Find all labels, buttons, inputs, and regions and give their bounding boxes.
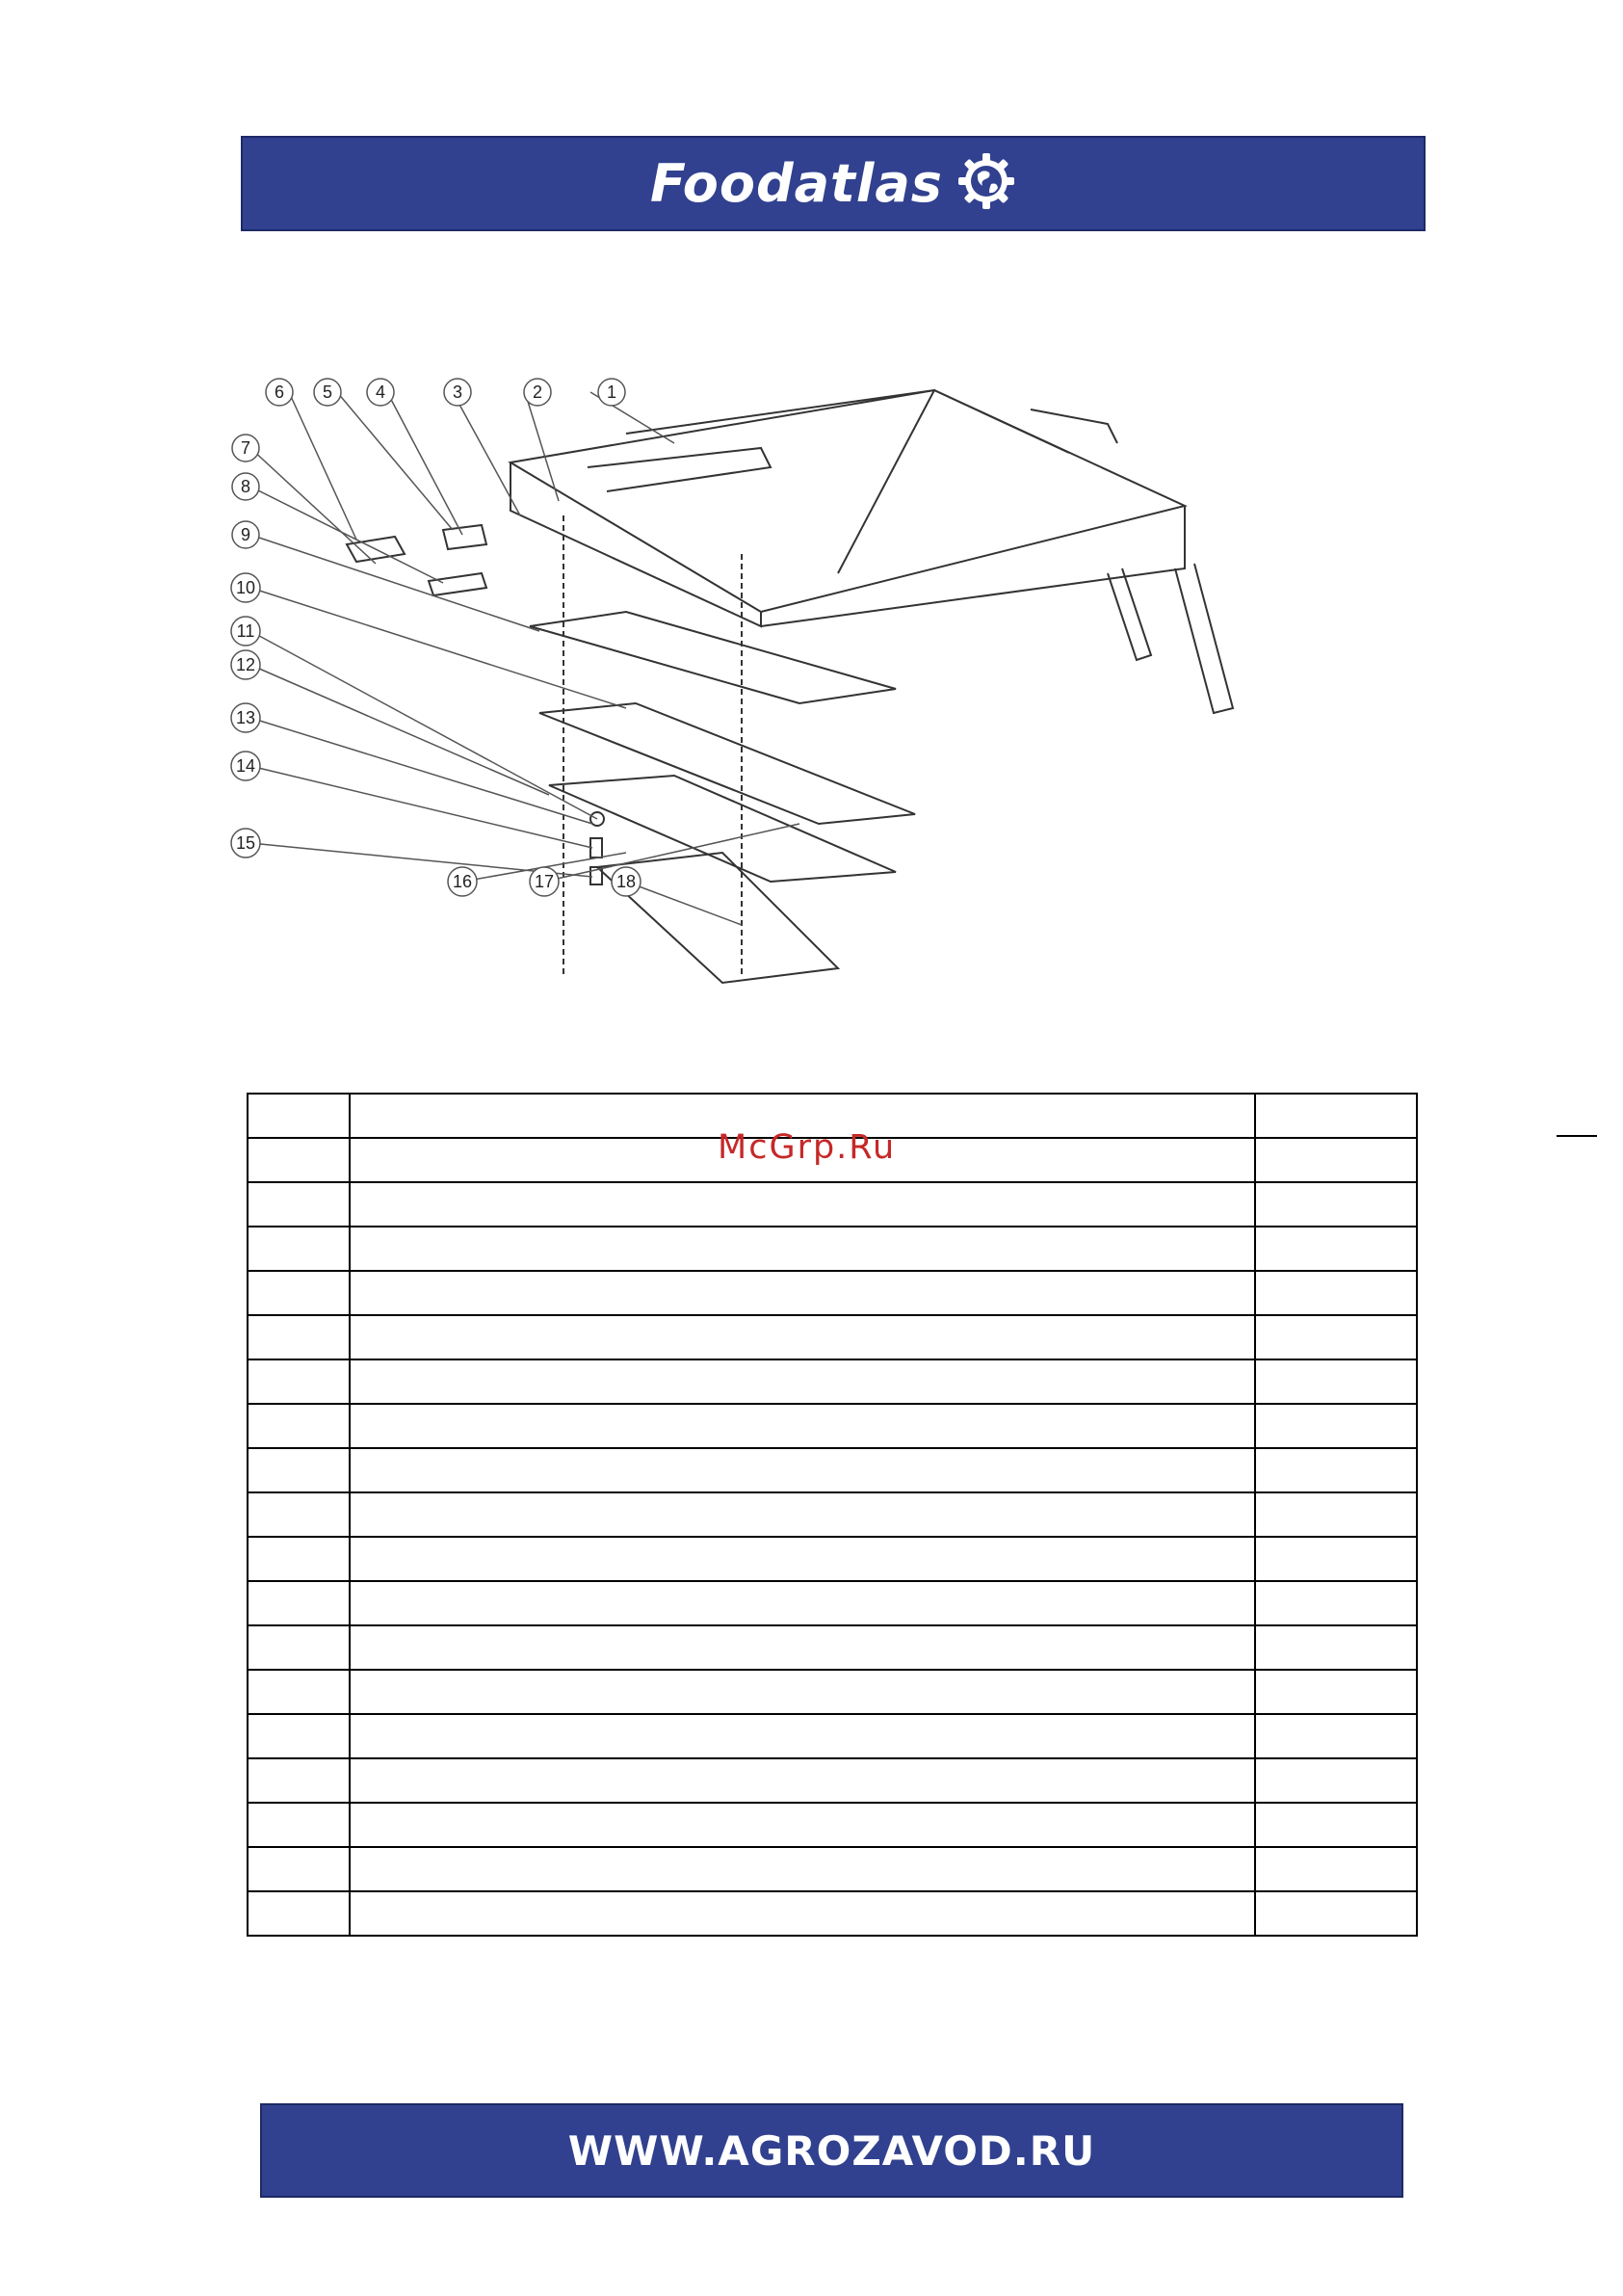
quantity-cell: [1255, 1182, 1417, 1227]
part-name-cell: [350, 1448, 1255, 1492]
callout-17: [530, 867, 559, 896]
part-number-cell: [248, 1847, 350, 1891]
part-name-cell: [350, 1847, 1255, 1891]
callout-6: [266, 379, 293, 406]
callout-13: [231, 703, 260, 732]
part-number-cell: [248, 1714, 350, 1758]
callout-label: 10: [235, 578, 256, 597]
table-row: [248, 1448, 1417, 1492]
callout-label: 15: [235, 833, 256, 853]
callout-label: 8: [240, 477, 251, 496]
brand-name: Foodatlas: [650, 153, 943, 214]
part-name-cell: [350, 1803, 1255, 1847]
part-number-cell: [248, 1271, 350, 1315]
callout-label: 12: [235, 655, 256, 674]
part-number-cell: [248, 1803, 350, 1847]
callout-label: 18: [615, 872, 637, 891]
part-name-cell: [350, 1404, 1255, 1448]
callout-5: [314, 379, 341, 406]
part-number-cell: [248, 1492, 350, 1537]
exploded-parts-diagram: [222, 371, 1348, 1007]
part-number-cell: [248, 1581, 350, 1625]
callout-label: 13: [235, 708, 256, 727]
callout-label: 17: [534, 872, 555, 891]
quantity-cell: [1255, 1581, 1417, 1625]
callout-label: 5: [322, 383, 333, 402]
part-number-cell: [248, 1404, 350, 1448]
table-row: [248, 1227, 1417, 1271]
part-number-cell: [248, 1359, 350, 1404]
table-row: [248, 1847, 1417, 1891]
part-name-cell: [350, 1492, 1255, 1537]
part-number-cell: [248, 1138, 350, 1182]
part-name-cell: [350, 1227, 1255, 1271]
callout-4: [367, 379, 394, 406]
table-row: [248, 1359, 1417, 1404]
part-number-cell: [248, 1758, 350, 1803]
footer-banner: [260, 2103, 1403, 2198]
part-number-cell: [248, 1094, 350, 1138]
callout-11: [231, 617, 260, 646]
part-name-cell: [350, 1182, 1255, 1227]
table-row: [248, 1537, 1417, 1581]
table-row: [248, 1492, 1417, 1537]
part-number-cell: [248, 1537, 350, 1581]
table-row: [248, 1581, 1417, 1625]
callout-7: [232, 435, 259, 462]
footer-url[interactable]: WWW.AGROZAVOD.RU: [567, 2126, 1096, 2175]
callout-12: [231, 650, 260, 679]
quantity-cell: [1255, 1227, 1417, 1271]
callout-8: [232, 473, 259, 500]
table-row: [248, 1182, 1417, 1227]
quantity-cell: [1255, 1359, 1417, 1404]
quantity-cell: [1255, 1271, 1417, 1315]
table-row: [248, 1271, 1417, 1315]
part-number-cell: [248, 1891, 350, 1936]
brand-logo: [650, 151, 1016, 216]
quantity-cell: [1255, 1891, 1417, 1936]
callout-3: [444, 379, 471, 406]
callout-9: [232, 521, 259, 548]
callout-label: 7: [240, 438, 251, 458]
quantity-cell: [1255, 1803, 1417, 1847]
quantity-cell: [1255, 1448, 1417, 1492]
quantity-cell: [1255, 1492, 1417, 1537]
table-row: [248, 1758, 1417, 1803]
part-name-cell: [350, 1359, 1255, 1404]
callout-label: 6: [274, 383, 285, 402]
quantity-cell: [1255, 1670, 1417, 1714]
callout-15: [231, 829, 260, 858]
table-row: [248, 1315, 1417, 1359]
quantity-cell: [1255, 1714, 1417, 1758]
part-number-cell: [248, 1448, 350, 1492]
table-row: [248, 1803, 1417, 1847]
quantity-cell: [1255, 1315, 1417, 1359]
part-name-cell: [350, 1891, 1255, 1936]
callout-label: 11: [236, 621, 255, 641]
part-name-cell: [350, 1714, 1255, 1758]
part-name-cell: [350, 1758, 1255, 1803]
part-number-cell: [248, 1315, 350, 1359]
quantity-cell: [1255, 1537, 1417, 1581]
callout-label: 9: [240, 525, 251, 544]
callout-label: 4: [375, 383, 386, 402]
callout-label: 1: [606, 383, 617, 402]
quantity-cell: [1255, 1138, 1417, 1182]
part-name-cell: [350, 1271, 1255, 1315]
table-row: [248, 1670, 1417, 1714]
table-row: [248, 1404, 1417, 1448]
callout-label: 2: [532, 383, 543, 402]
callout-label: 14: [235, 756, 256, 776]
parts-table: [247, 1093, 1418, 1937]
quantity-cell: [1255, 1094, 1417, 1138]
part-name-cell: [350, 1315, 1255, 1359]
part-number-cell: [248, 1670, 350, 1714]
quantity-cell: [1255, 1758, 1417, 1803]
callout-1: [598, 379, 625, 406]
part-number-cell: [248, 1227, 350, 1271]
callout-16: [448, 867, 477, 896]
part-number-cell: [248, 1625, 350, 1670]
part-name-cell: [350, 1670, 1255, 1714]
gear-globe-icon: [956, 151, 1016, 216]
part-name-cell: [350, 1537, 1255, 1581]
watermark: McGrp.Ru: [718, 1128, 897, 1167]
table-row: [248, 1714, 1417, 1758]
callout-label: 16: [452, 872, 473, 891]
quantity-cell: [1255, 1847, 1417, 1891]
callout-14: [231, 752, 260, 780]
part-name-cell: [350, 1581, 1255, 1625]
table-row: [248, 1891, 1417, 1936]
quantity-cell: [1255, 1625, 1417, 1670]
quantity-cell: [1255, 1404, 1417, 1448]
table-row: [248, 1625, 1417, 1670]
part-name-cell: [350, 1625, 1255, 1670]
callout-2: [524, 379, 551, 406]
margin-mark: [1557, 1135, 1597, 1137]
callout-10: [231, 573, 260, 602]
callout-label: 3: [452, 383, 463, 402]
part-number-cell: [248, 1182, 350, 1227]
callout-18: [612, 867, 641, 896]
header-banner: [241, 136, 1426, 231]
